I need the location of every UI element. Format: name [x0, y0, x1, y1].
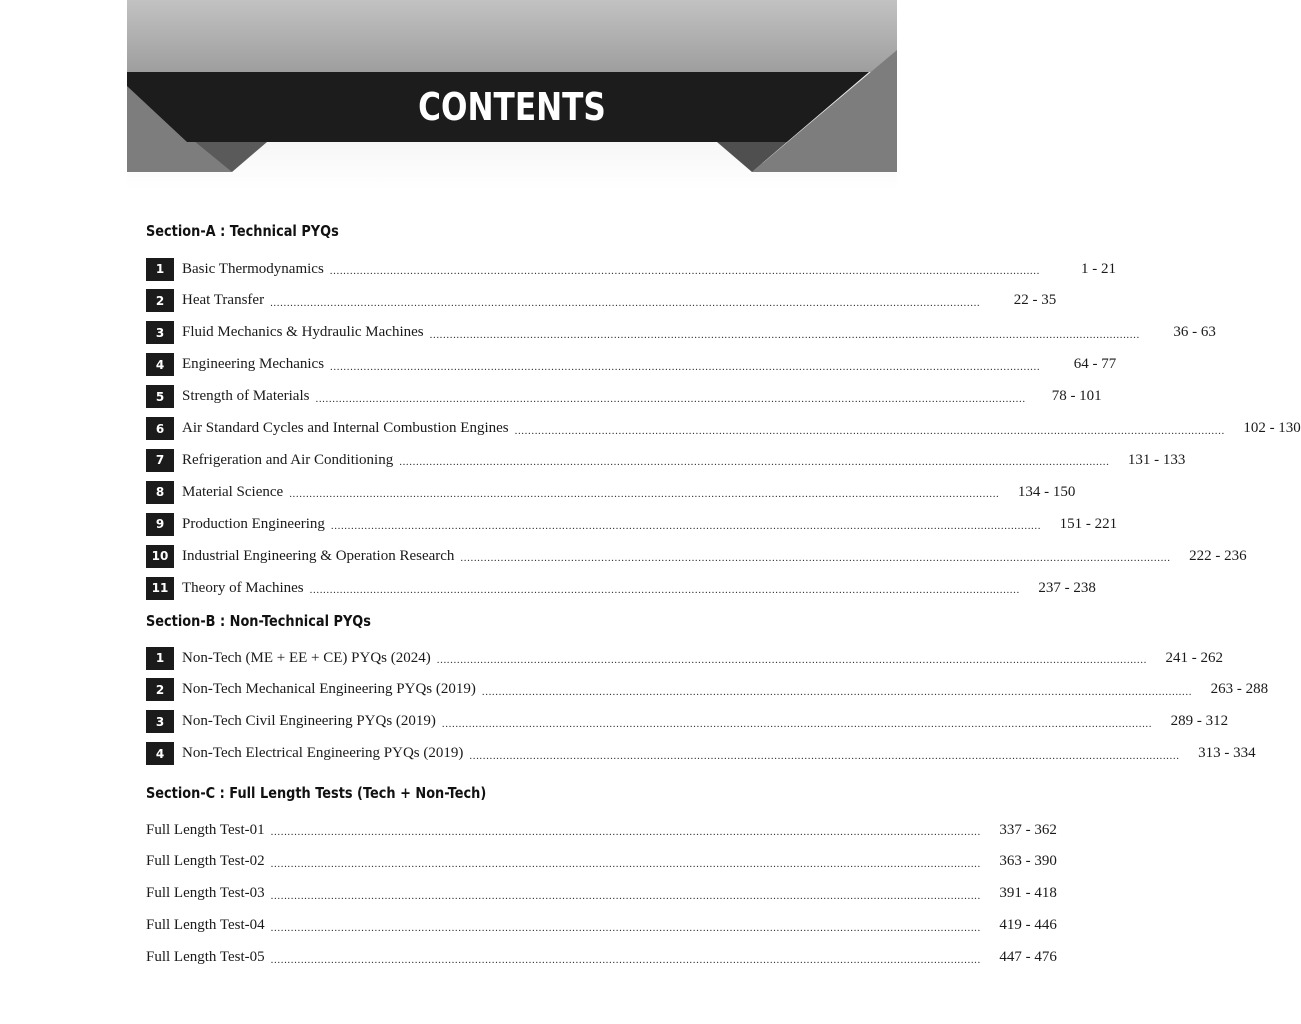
chapter-number-badge: 7 — [146, 449, 174, 472]
dot-leader: .................................................................................................................................................................................................................... — [289, 488, 1000, 501]
dot-leader: .................................................................................................................................................................................................................... — [481, 685, 1193, 698]
dot-leader: .................................................................................................................................................................................................................... — [441, 717, 1153, 730]
toc-entry — [146, 353, 1117, 377]
section-a-heading: Section-A : Technical PYQs — [146, 222, 339, 240]
section-c-heading: Section-C : Full Length Tests (Tech + Non-Tech) — [146, 784, 487, 802]
toc-entry-pages: 102 - 130 — [1243, 420, 1301, 436]
toc-entry-pages: 419 - 446 — [999, 917, 1057, 934]
toc-entry-title: Non-Tech (ME + EE + CE) PYQs (2024) — [182, 649, 431, 666]
toc-entry-pages: 22 - 35 — [1013, 292, 1057, 309]
dot-leader: .................................................................................................................................................................................................................... — [309, 584, 1020, 596]
toc-entry-title: Full Length Test-01 — [146, 821, 265, 838]
toc-entry — [146, 678, 1269, 702]
chapter-number-badge: 1 — [146, 258, 174, 281]
toc-entry-title: Production Engineering — [182, 515, 325, 532]
dot-leader: .................................................................................................................................................................................................................... — [270, 296, 981, 309]
chapter-number-badge: 3 — [146, 710, 174, 733]
dot-leader: .................................................................................................................................................................................................................... — [270, 889, 981, 902]
toc-entry-pages: 289 - 312 — [1170, 713, 1229, 730]
chapter-number-badge: 8 — [146, 481, 174, 504]
toc-entry-title: Full Length Test-03 — [146, 885, 265, 902]
chapter-number-badge: 4 — [146, 742, 174, 765]
dot-leader: .................................................................................................................................................................................................................... — [315, 392, 1026, 405]
toc-entry-title: Non-Tech Mechanical Engineering PYQs (2019) — [182, 681, 476, 698]
toc-entry — [146, 512, 1118, 536]
toc-entry-pages: 447 - 476 — [999, 949, 1057, 966]
toc-entry — [146, 417, 1301, 441]
toc-entry — [146, 321, 1216, 345]
dot-leader: .................................................................................................................................................................................................................... — [436, 654, 1147, 666]
toc-entry-title: Full Length Test-04 — [146, 917, 265, 934]
toc-entry-pages: 391 - 418 — [999, 885, 1057, 902]
toc-entry-title: Non-Tech Civil Engineering PYQs (2019) — [182, 713, 436, 730]
toc-entry — [146, 385, 1102, 409]
dot-leader: .................................................................................................................................................................................................................... — [329, 265, 1040, 277]
toc-entry-pages: 64 - 77 — [1073, 356, 1117, 373]
chapter-number-badge: 3 — [146, 321, 174, 344]
toc-entry-pages: 151 - 221 — [1059, 515, 1118, 532]
chapter-number-badge: 10 — [146, 545, 174, 568]
toc-entry-title: Industrial Engineering & Operation Research — [182, 547, 455, 564]
section-b-heading: Section-B : Non-Technical PYQs — [146, 612, 371, 630]
header-banner — [127, 0, 897, 190]
toc-entry-pages: 78 - 101 — [1051, 388, 1102, 405]
dot-leader: .................................................................................................................................................................................................................... — [514, 424, 1225, 437]
toc-entry — [146, 946, 1057, 970]
chapter-number-badge: 1 — [146, 647, 174, 670]
toc-entry-title: Full Length Test-02 — [146, 853, 265, 870]
toc-entry — [146, 289, 1057, 313]
dot-leader: .................................................................................................................................................................................................................... — [270, 826, 981, 838]
dot-leader: .................................................................................................................................................................................................................... — [330, 360, 1041, 373]
toc-entry — [146, 914, 1057, 938]
toc-entry-pages: 1 - 21 — [1080, 260, 1116, 277]
chapter-number-badge: 4 — [146, 353, 174, 376]
toc-entry-pages: 241 - 262 — [1165, 649, 1223, 666]
dot-leader: .................................................................................................................................................................................................................... — [270, 921, 981, 934]
chapter-number-badge: 6 — [146, 417, 174, 440]
toc-entry-title: Theory of Machines — [182, 579, 304, 596]
toc-entry-pages: 263 - 288 — [1210, 681, 1269, 698]
chapter-number-badge: 9 — [146, 513, 174, 536]
chapter-number-badge: 2 — [146, 678, 174, 701]
toc-entry-title: Strength of Materials — [182, 388, 310, 405]
dot-leader: .................................................................................................................................................................................................................... — [469, 749, 1180, 762]
dot-leader: .................................................................................................................................................................................................................... — [460, 552, 1171, 565]
toc-entry-title: Air Standard Cycles and Internal Combustion Engines — [182, 420, 509, 436]
toc-entry — [146, 480, 1076, 504]
toc-entry-pages: 363 - 390 — [999, 853, 1057, 870]
toc-entry-title: Refrigeration and Air Conditioning — [182, 451, 394, 468]
chapter-number-badge: 5 — [146, 385, 174, 408]
dot-leader: .................................................................................................................................................................................................................... — [399, 456, 1110, 469]
page-title: CONTENTS — [418, 85, 606, 129]
toc-entry — [146, 818, 1057, 842]
toc-entry-title: Fluid Mechanics & Hydraulic Machines — [182, 324, 424, 341]
toc-entry-pages: 131 - 133 — [1127, 451, 1186, 468]
toc-entry-title: Non-Tech Electrical Engineering PYQs (2019) — [182, 745, 464, 762]
dot-leader: .................................................................................................................................................................................................................... — [429, 328, 1140, 341]
toc-entry-pages: 134 - 150 — [1017, 483, 1076, 500]
toc-entry — [146, 544, 1247, 568]
toc-entry-pages: 337 - 362 — [999, 821, 1057, 838]
toc-entry — [146, 576, 1096, 600]
toc-entry-pages: 237 - 238 — [1038, 579, 1096, 596]
chapter-number-badge: 11 — [146, 577, 174, 600]
dot-leader: .................................................................................................................................................................................................................... — [270, 953, 981, 966]
toc-entry — [146, 646, 1223, 670]
toc-entry — [146, 257, 1116, 281]
toc-entry — [146, 710, 1229, 734]
toc-entry-title: Material Science — [182, 483, 284, 500]
toc-entry-pages: 36 - 63 — [1173, 324, 1216, 341]
toc-entry-pages: 313 - 334 — [1198, 745, 1256, 762]
toc-entry — [146, 850, 1057, 874]
dot-leader: .................................................................................................................................................................................................................... — [270, 857, 981, 870]
contents-page — [127, 0, 1301, 1024]
toc-entry-title: Full Length Test-05 — [146, 949, 265, 966]
toc-entry-title: Basic Thermodynamics — [182, 260, 324, 277]
dot-leader: .................................................................................................................................................................................................................... — [330, 520, 1042, 533]
toc-entry-pages: 222 - 236 — [1189, 547, 1247, 564]
toc-entry — [146, 448, 1186, 472]
toc-entry — [146, 882, 1057, 906]
toc-entry — [146, 742, 1256, 766]
toc-entry-title: Engineering Mechanics — [182, 356, 325, 373]
chapter-number-badge: 2 — [146, 289, 174, 312]
toc-entry-title: Heat Transfer — [182, 292, 265, 309]
